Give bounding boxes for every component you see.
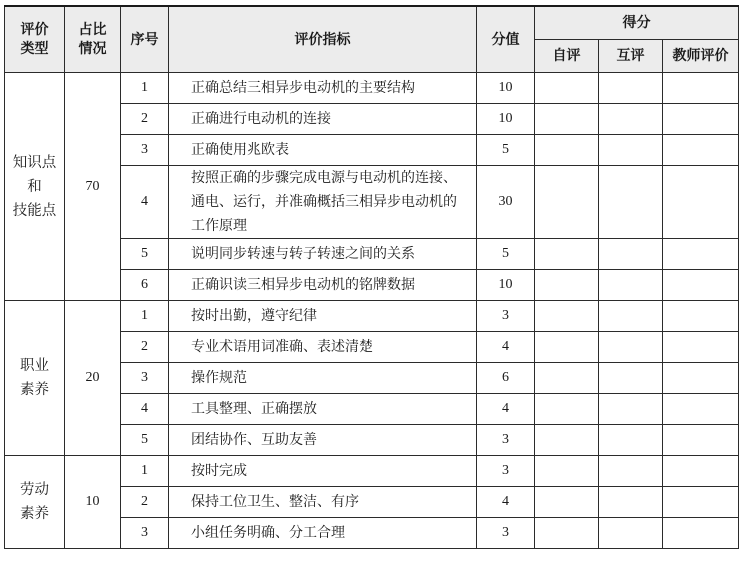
self-score-cell[interactable] (535, 104, 599, 135)
index-cell: 2 (121, 104, 169, 135)
category-label-line: 劳动 (19, 482, 49, 498)
teacher-score-cell[interactable] (663, 332, 739, 363)
indicator-cell: 团结协作、互助友善 (169, 425, 477, 456)
category-label-line: 知识点 (12, 154, 57, 171)
category-label-line: 素养 (19, 506, 49, 522)
teacher-score-cell[interactable] (663, 104, 739, 135)
indicator-cell: 按照正确的步骤完成电源与电动机的连接、通电、运行，并准确概括三相异步电动机的工作原理 (169, 166, 477, 239)
header-weight (65, 6, 121, 73)
score-value-cell: 4 (477, 332, 535, 363)
self-score-cell[interactable] (535, 394, 599, 425)
category-cell (5, 301, 65, 456)
peer-score-cell[interactable] (599, 332, 663, 363)
score-value-cell: 30 (477, 166, 535, 239)
self-score-cell[interactable] (535, 425, 599, 456)
header-peer (599, 40, 663, 73)
indicator-cell: 正确总结三相异步电动机的主要结构 (169, 73, 477, 104)
score-value-cell: 3 (477, 518, 535, 549)
indicator-cell: 正确识读三相异步电动机的铭牌数据 (169, 270, 477, 301)
indicator-cell: 按时完成 (169, 456, 477, 487)
header-peer-label: 互评 (616, 48, 645, 64)
index-cell: 1 (121, 73, 169, 104)
teacher-score-cell[interactable] (663, 301, 739, 332)
score-value-cell: 3 (477, 456, 535, 487)
indicator-cell: 正确进行电动机的连接 (169, 104, 477, 135)
score-value-cell: 6 (477, 363, 535, 394)
self-score-cell[interactable] (535, 363, 599, 394)
self-score-cell[interactable] (535, 332, 599, 363)
header-indicator-label: 评价指标 (294, 31, 351, 48)
header-score-label: 分值 (491, 31, 520, 48)
evaluation-table (4, 5, 739, 549)
index-cell: 4 (121, 166, 169, 239)
header-indicator (169, 6, 477, 73)
index-cell: 5 (121, 425, 169, 456)
peer-score-cell[interactable] (599, 270, 663, 301)
self-score-cell[interactable] (535, 301, 599, 332)
peer-score-cell[interactable] (599, 166, 663, 239)
header-score (477, 6, 535, 73)
index-cell: 3 (121, 135, 169, 166)
peer-score-cell[interactable] (599, 239, 663, 270)
indicator-cell: 操作规范 (169, 363, 477, 394)
teacher-score-cell[interactable] (663, 456, 739, 487)
teacher-score-cell[interactable] (663, 394, 739, 425)
indicator-cell: 工具整理、正确摆放 (169, 394, 477, 425)
indicator-cell: 小组任务明确、分工合理 (169, 518, 477, 549)
header-self (535, 40, 599, 73)
self-score-cell[interactable] (535, 73, 599, 104)
indicator-cell: 保持工位卫生、整洁、有序 (169, 487, 477, 518)
teacher-score-cell[interactable] (663, 425, 739, 456)
header-result (535, 6, 739, 40)
table-row (5, 73, 739, 104)
category-label-line: 职业 (19, 358, 49, 374)
peer-score-cell[interactable] (599, 518, 663, 549)
peer-score-cell[interactable] (599, 73, 663, 104)
teacher-score-cell[interactable] (663, 135, 739, 166)
teacher-score-cell[interactable] (663, 239, 739, 270)
self-score-cell[interactable] (535, 518, 599, 549)
category-label-line: 技能点 (12, 202, 57, 219)
header-index-label: 序号 (130, 31, 159, 48)
indicator-cell: 正确使用兆欧表 (169, 135, 477, 166)
index-cell: 2 (121, 332, 169, 363)
header-teacher-label: 教师评价 (672, 48, 729, 64)
category-label (11, 354, 57, 402)
self-score-cell[interactable] (535, 487, 599, 518)
category-label (11, 151, 57, 223)
score-value-cell: 10 (477, 73, 535, 104)
table-row (5, 301, 739, 332)
teacher-score-cell[interactable] (663, 518, 739, 549)
score-value-cell: 5 (477, 135, 535, 166)
score-value-cell: 4 (477, 394, 535, 425)
weight-cell: 70 (65, 73, 121, 301)
category-cell (5, 73, 65, 301)
peer-score-cell[interactable] (599, 135, 663, 166)
header-result-label: 得分 (622, 15, 651, 31)
index-cell: 1 (121, 456, 169, 487)
index-cell: 1 (121, 301, 169, 332)
index-cell: 3 (121, 363, 169, 394)
index-cell: 4 (121, 394, 169, 425)
peer-score-cell[interactable] (599, 104, 663, 135)
peer-score-cell[interactable] (599, 394, 663, 425)
score-value-cell: 5 (477, 239, 535, 270)
self-score-cell[interactable] (535, 166, 599, 239)
table-body (5, 73, 739, 549)
category-cell (5, 456, 65, 549)
index-cell: 5 (121, 239, 169, 270)
header-self-label: 自评 (552, 48, 581, 64)
weight-cell: 20 (65, 301, 121, 456)
self-score-cell[interactable] (535, 239, 599, 270)
header-weight-label: 占比 情况 (78, 21, 107, 57)
peer-score-cell[interactable] (599, 487, 663, 518)
score-value-cell: 10 (477, 104, 535, 135)
index-cell: 6 (121, 270, 169, 301)
peer-score-cell[interactable] (599, 425, 663, 456)
index-cell: 2 (121, 487, 169, 518)
index-cell: 3 (121, 518, 169, 549)
category-label (11, 478, 57, 526)
indicator-cell: 说明同步转速与转子转速之间的关系 (169, 239, 477, 270)
self-score-cell[interactable] (535, 456, 599, 487)
peer-score-cell[interactable] (599, 301, 663, 332)
teacher-score-cell[interactable] (663, 270, 739, 301)
peer-score-cell[interactable] (599, 363, 663, 394)
indicator-cell: 按时出勤，遵守纪律 (169, 301, 477, 332)
teacher-score-cell[interactable] (663, 487, 739, 518)
category-label-line: 素养 (19, 382, 49, 398)
header-index (121, 6, 169, 73)
evaluation-sheet (4, 5, 739, 549)
header-category-label: 评价 类型 (20, 21, 49, 57)
teacher-score-cell[interactable] (663, 166, 739, 239)
score-value-cell: 3 (477, 301, 535, 332)
peer-score-cell[interactable] (599, 456, 663, 487)
table-row (5, 456, 739, 487)
score-value-cell: 4 (477, 487, 535, 518)
header-category (5, 6, 65, 73)
teacher-score-cell[interactable] (663, 363, 739, 394)
self-score-cell[interactable] (535, 270, 599, 301)
indicator-cell: 专业术语用词准确、表述清楚 (169, 332, 477, 363)
category-label-line: 和 (27, 178, 42, 195)
weight-cell: 10 (65, 456, 121, 549)
teacher-score-cell[interactable] (663, 73, 739, 104)
header-teacher (663, 40, 739, 73)
score-value-cell: 10 (477, 270, 535, 301)
score-value-cell: 3 (477, 425, 535, 456)
self-score-cell[interactable] (535, 135, 599, 166)
